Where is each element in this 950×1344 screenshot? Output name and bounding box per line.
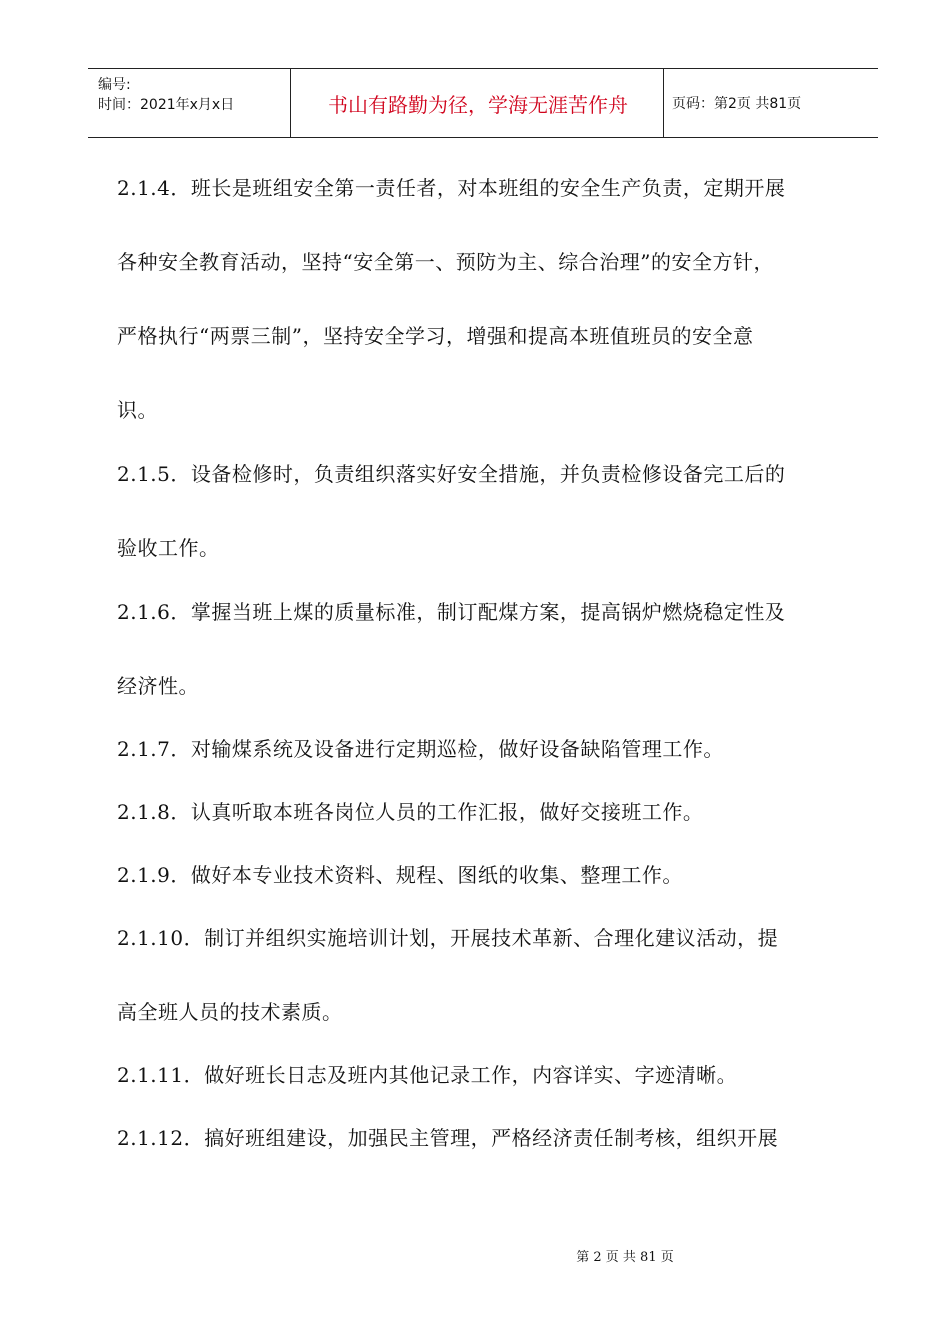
time-label: 时间：2021年x月x日 [98,97,235,113]
number-label: 编号: [98,77,131,93]
header-page-info: 页码：第2页 共81页 [672,96,802,112]
body-line: 2.1.11．做好班长日志及班内其他记录工作，内容详实、字迹清晰。 [117,1063,738,1087]
footer-page-number: 第 2 页 共 81 页 [576,1250,674,1265]
body-line: 高全班人员的技术素质。 [117,1000,343,1024]
body-line: 2.1.8．认真听取本班各岗位人员的工作汇报，做好交接班工作。 [117,800,704,824]
body-line: 经济性。 [117,674,199,698]
body-line: 2.1.9．做好本专业技术资料、规程、图纸的收集、整理工作。 [117,863,683,887]
header-motto: 书山有路勤为径，学海无涯苦作舟 [328,92,628,117]
body-line: 2.1.6．掌握当班上煤的质量标准，制订配煤方案，提高锅炉燃烧稳定性及 [117,600,786,624]
header-divider-right [663,69,664,137]
body-line: 严格执行“两票三制”，坚持安全学习，增强和提高本班值班员的安全意 [117,324,754,348]
body-line: 2.1.7．对输煤系统及设备进行定期巡检，做好设备缺陷管理工作。 [117,737,724,761]
body-line: 2.1.4．班长是班组安全第一责任者，对本班组的安全生产负责，定期开展 [117,176,786,200]
body-line: 验收工作。 [117,536,220,560]
body-line: 2.1.12．搞好班组建设，加强民主管理，严格经济责任制考核，组织开展 [117,1126,779,1150]
page-header [88,68,878,138]
header-divider-left [290,69,291,137]
page-footer [0,1246,950,1265]
body-line: 识。 [117,398,158,422]
body-line: 2.1.5．设备检修时，负责组织落实好安全措施，并负责检修设备完工后的 [117,462,786,486]
header-meta [98,75,234,115]
body-line: 2.1.10．制订并组织实施培训计划，开展技术革新、合理化建议活动，提 [117,926,779,950]
body-line: 各种安全教育活动，坚持“安全第一、预防为主、综合治理”的安全方针， [117,250,774,274]
